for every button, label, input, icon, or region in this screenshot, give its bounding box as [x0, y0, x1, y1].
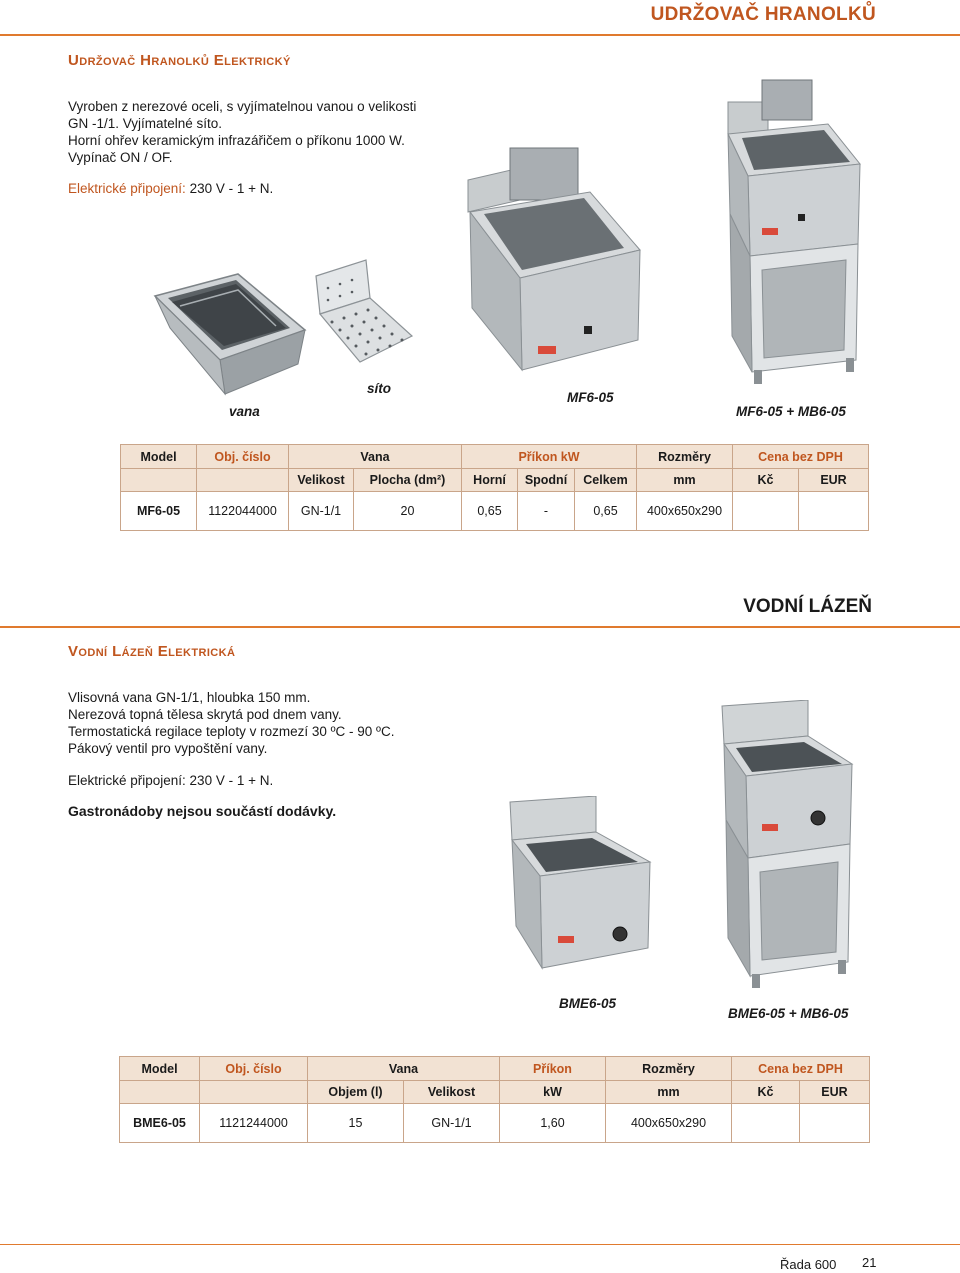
- section1-title: Udržovač Hranolků Elektrický: [68, 52, 291, 69]
- col-vana: Vana: [308, 1057, 500, 1081]
- sub-empty-2: [197, 469, 289, 492]
- basket-image: [308, 258, 418, 368]
- table-row: [121, 492, 869, 531]
- section1-description: [68, 98, 416, 166]
- cell-spodni: -: [518, 492, 575, 531]
- footer-divider: [0, 1244, 960, 1245]
- sub-celkem: Celkem: [575, 469, 637, 492]
- sub-velikost: Velikost: [289, 469, 354, 492]
- cell-obj: 1122044000: [197, 492, 289, 531]
- caption-bme6-05-mb6-05: BME6-05 + MB6-05: [728, 1006, 849, 1021]
- cell-horni: 0,65: [462, 492, 518, 531]
- section2-line-3: Termostatická regilace teploty v rozmezí 30 ºC - 90 ºC.: [68, 724, 395, 739]
- cell-obj: 1121244000: [200, 1104, 308, 1143]
- col-cena: Cena bez DPH: [733, 445, 869, 469]
- col-prikon: Příkon kW: [462, 445, 637, 469]
- cell-rozmery: 400x650x290: [606, 1104, 732, 1143]
- cell-velikost: GN-1/1: [404, 1104, 500, 1143]
- section2-line-1: Vlisovná vana GN-1/1, hloubka 150 mm.: [68, 690, 311, 705]
- cell-model: BME6-05: [120, 1104, 200, 1143]
- section2-divider: [0, 626, 960, 628]
- table-header-row: [121, 445, 869, 469]
- cell-eur: [800, 1104, 870, 1143]
- cell-model: MF6-05: [121, 492, 197, 531]
- section1-line-4: Vypínač ON / OF.: [68, 150, 173, 165]
- sub-empty-2: [200, 1081, 308, 1104]
- mf6-05-mb6-05-image: [718, 74, 868, 386]
- sub-mm: mm: [606, 1081, 732, 1104]
- cell-kc: [732, 1104, 800, 1143]
- footer-series: Řada 600: [780, 1257, 837, 1272]
- section2-line-4: Pákový ventil pro vypoštění vany.: [68, 741, 268, 756]
- section1-power: [68, 180, 273, 197]
- section2-big-title: VODNÍ LÁZEŇ: [743, 596, 872, 617]
- cell-rozmery: 400x650x290: [637, 492, 733, 531]
- sub-kc: Kč: [733, 469, 799, 492]
- cell-plocha: 20: [354, 492, 462, 531]
- col-obj-cislo: Obj. číslo: [200, 1057, 308, 1081]
- section1-line-1: Vyroben z nerezové oceli, s vyjímatelnou vanou o velikosti: [68, 99, 417, 114]
- sub-horni: Horní: [462, 469, 518, 492]
- section2-power: Elektrické připojení: 230 V - 1 + N.: [68, 773, 274, 788]
- sub-kc: Kč: [732, 1081, 800, 1104]
- bme6-05-image: [500, 796, 660, 986]
- caption-sito: síto: [367, 381, 392, 396]
- spec-table-mf6-05: [120, 444, 869, 531]
- cell-velikost: GN-1/1: [289, 492, 354, 531]
- col-rozmery: Rozměry: [606, 1057, 732, 1081]
- col-vana: Vana: [289, 445, 462, 469]
- section2-line-2: Nerezová topná tělesa skrytá pod dnem vany.: [68, 707, 342, 722]
- spec-table-bme6-05: [119, 1056, 870, 1143]
- bme6-05-mb6-05-image: [712, 700, 862, 992]
- table-header-row: [120, 1057, 870, 1081]
- section2-title: Vodní Lázeň Elektrická: [68, 643, 236, 660]
- mf6-05-image: [460, 140, 650, 372]
- header-divider: [0, 34, 960, 36]
- section1-power-value: 230 V - 1 + N.: [189, 181, 274, 196]
- sub-kw: kW: [500, 1081, 606, 1104]
- section2-description: [68, 689, 394, 757]
- sub-velikost: Velikost: [404, 1081, 500, 1104]
- section1-line-2: GN -1/1. Vyjímatelné síto.: [68, 116, 223, 131]
- section2-note: Gastronádoby nejsou součástí dodávky.: [68, 803, 337, 819]
- sub-plocha: Plocha (dm²): [354, 469, 462, 492]
- sub-eur: EUR: [799, 469, 869, 492]
- caption-mf6-05-mb6-05: MF6-05 + MB6-05: [736, 404, 846, 419]
- table-subheader-row: [121, 469, 869, 492]
- sub-eur: EUR: [800, 1081, 870, 1104]
- section1-line-3: Horní ohřev keramickým infrazářičem o příkonu 1000 W.: [68, 133, 405, 148]
- caption-mf6-05: MF6-05: [567, 390, 614, 405]
- col-rozmery: Rozměry: [637, 445, 733, 469]
- sub-empty-1: [120, 1081, 200, 1104]
- table-subheader-row: [120, 1081, 870, 1104]
- cell-kw: 1,60: [500, 1104, 606, 1143]
- sub-empty-1: [121, 469, 197, 492]
- cell-eur: [799, 492, 869, 531]
- caption-bme6-05: BME6-05: [559, 996, 617, 1011]
- section1-power-label: Elektrické připojení:: [68, 181, 186, 196]
- cell-kc: [733, 492, 799, 531]
- sub-objem: Objem (l): [308, 1081, 404, 1104]
- caption-vana: vana: [229, 404, 260, 419]
- sub-spodni: Spodní: [518, 469, 575, 492]
- cell-celkem: 0,65: [575, 492, 637, 531]
- table-row: [120, 1104, 870, 1143]
- gn-pan-image: [150, 268, 310, 396]
- col-obj-cislo: Obj. číslo: [197, 445, 289, 469]
- col-model: Model: [120, 1057, 200, 1081]
- col-prikon: Příkon: [500, 1057, 606, 1081]
- cell-objem: 15: [308, 1104, 404, 1143]
- col-model: Model: [121, 445, 197, 469]
- page-header-title: UDRŽOVAČ HRANOLKŮ: [650, 4, 876, 25]
- col-cena: Cena bez DPH: [732, 1057, 870, 1081]
- footer-page-number: 21: [862, 1255, 877, 1270]
- sub-mm: mm: [637, 469, 733, 492]
